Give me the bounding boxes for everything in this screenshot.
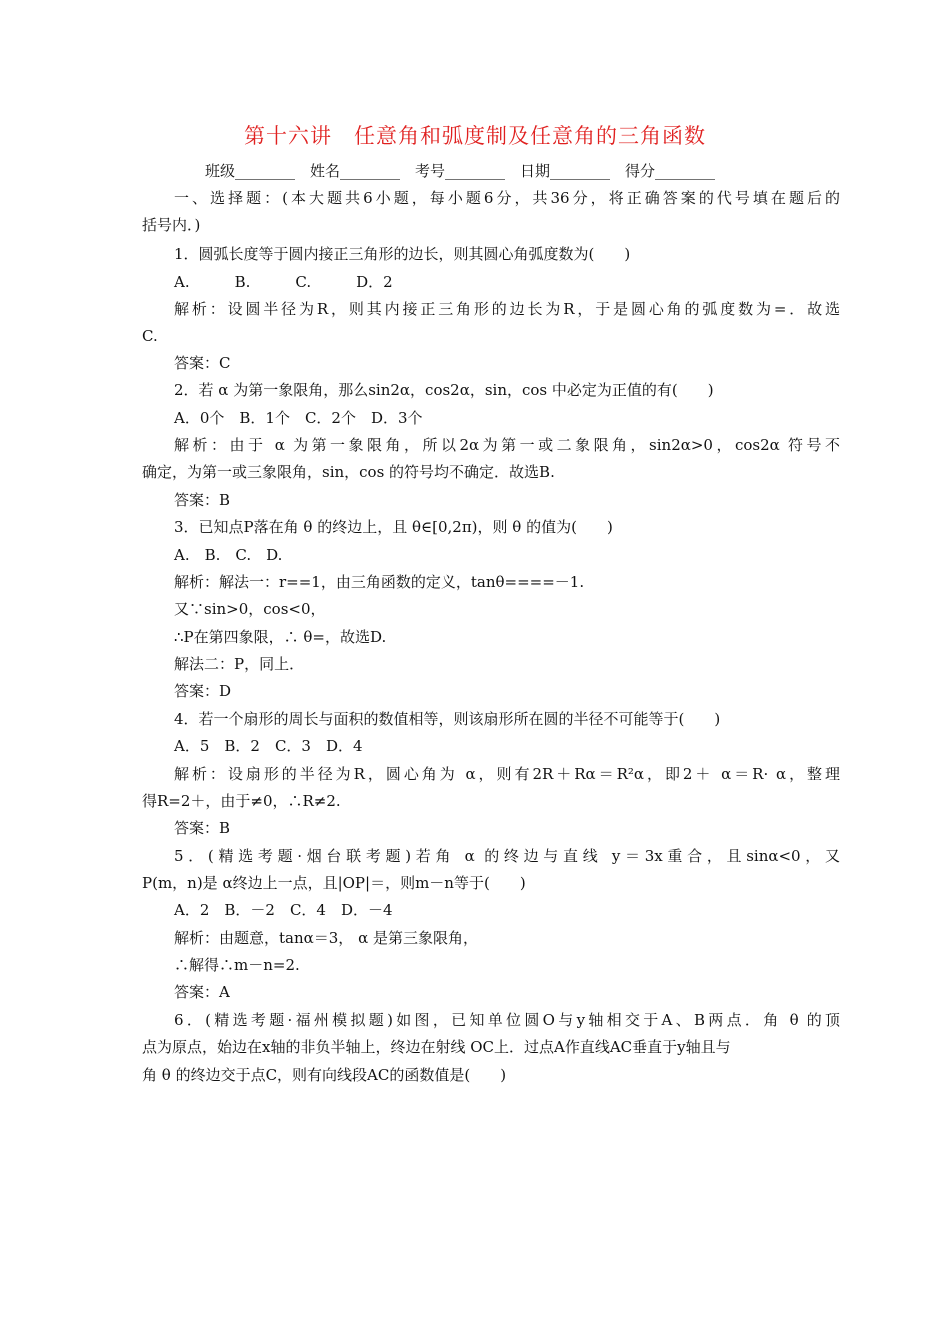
q1-analysis: 解析：设圆半径为R，则其内接正三角形的边长为R，于是圆心角的弧度数为=．故选 [174, 300, 840, 318]
q2-analysis-cont: 确定，为第一或三象限角，sin，cos 的符号均不确定．故选B. [142, 463, 555, 481]
q1-answer: 答案：C [174, 354, 231, 372]
question-1: 1．圆弧长度等于圆内接正三角形的边长，则其圆心角弧度数为( ) [174, 245, 631, 263]
q3-analysis: 解析：解法一：r==1，由三角函数的定义，tanθ====－1. [174, 573, 585, 591]
section-heading-cont: 括号内．) [142, 216, 201, 234]
q5-options: A．2 B．－2 C．4 D．－4 [174, 901, 393, 919]
q5-analysis: 解析：由题意，tanα＝3， α 是第三象限角， [174, 929, 478, 947]
question-5-cont: P(m，n)是 α终边上一点，且|OP|＝，则m－n等于( ) [142, 874, 526, 892]
question-3: 3．已知点P落在角 θ 的终边上，且 θ∈[0,2π)，则 θ 的值为( ) [174, 518, 613, 536]
q3-analysis-line-3: ∴P在第四象限，∴ θ=，故选D. [174, 628, 387, 646]
q2-options: A．0个 B．1个 C．2个 D．3个 [174, 409, 423, 427]
q3-analysis-line-2: 又∵sin>0，cos<0， [174, 600, 326, 618]
page-title: 第十六讲 任意角和弧度制及任意角的三角函数 [244, 124, 706, 148]
q4-analysis-cont: 得R=2＋，由于≠0，∴R≠2. [142, 792, 341, 810]
question-4: 4．若一个扇形的周长与面积的数值相等，则该扇形所在圆的半径不可能等于( ) [174, 710, 721, 728]
q4-options: A．5 B．2 C．3 D．4 [174, 737, 363, 755]
q1-analysis-cont: C. [142, 327, 158, 345]
q5-analysis-line-2: ∴解得∴m－n=2. [174, 956, 300, 974]
question-6: 6．(精选考题·福州模拟题)如图，已知单位圆O与y轴相交于A、B两点．角 θ 的顶 [174, 1011, 840, 1029]
question-2: 2．若 α 为第一象限角，那么sin2α，cos2α，sin，cos 中必定为正值的有( ) [174, 381, 714, 399]
q4-answer: 答案：B [174, 819, 231, 837]
q2-analysis: 解析：由于 α 为第一象限角，所以2α为第一或二象限角，sin2α>0，cos2α 符号不 [174, 436, 840, 454]
q5-answer: 答案：A [174, 983, 230, 1001]
question-5: 5．(精选考题·烟台联考题)若角 α 的终边与直线 y＝3x重合，且sinα<0，又 [174, 847, 840, 865]
question-6-cont-2: 角 θ 的终边交于点C，则有向线段AC的函数值是( ) [142, 1066, 507, 1084]
q1-options: A. B. C. D．2 [174, 273, 393, 291]
q2-answer: 答案：B [174, 491, 231, 509]
q3-analysis-line-4: 解法二：P，同上． [174, 655, 305, 673]
q4-analysis: 解析：设扇形的半径为R，圆心角为 α，则有2R＋Rα＝R²α，即2＋ α＝R· α，整理 [174, 765, 840, 783]
section-heading: 一、选择题：(本大题共6小题，每小题6分，共36分，将正确答案的代号填在题后的 [174, 189, 840, 207]
student-info-line: 班级________ 姓名________ 考号________ 日期________ 得分________ [205, 162, 716, 180]
question-6-cont: 点为原点，始边在x轴的非负半轴上，终边在射线 OC上．过点A作直线AC垂直于y轴且与 [142, 1038, 731, 1056]
q3-answer: 答案：D [174, 682, 232, 700]
q3-options: A. B. C. D. [174, 546, 283, 564]
